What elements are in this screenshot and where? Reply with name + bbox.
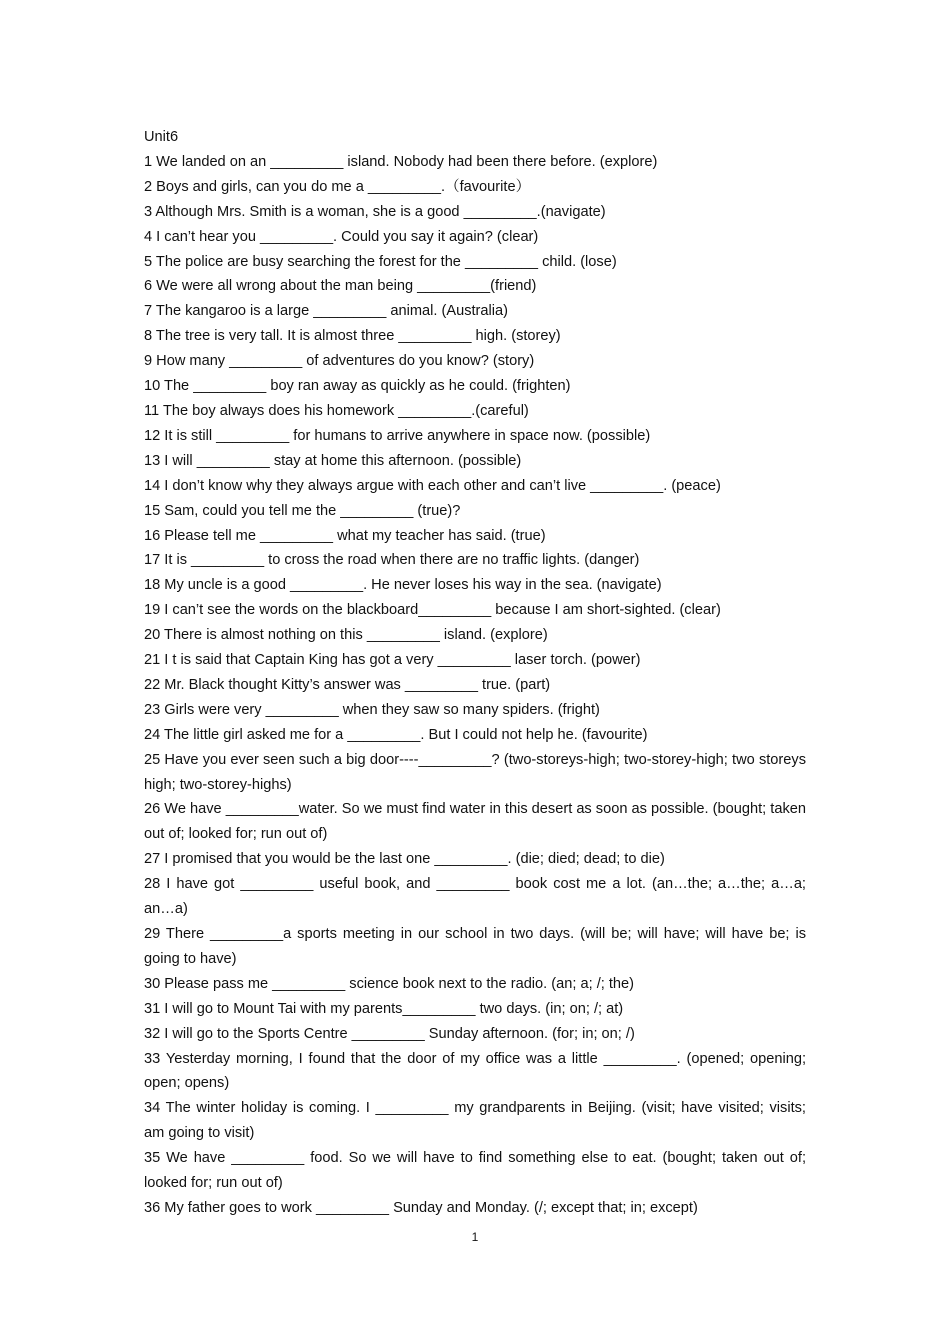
question-21: 21 I t is said that Captain King has got a very _________ laser torch. (power) [144,652,641,669]
question-15: 15 Sam, could you tell me the _________ (true)? [144,502,461,519]
question-35: 35 We have _________ food. So we will have to find something else to eat. (bought; taken out of; looked for; run out of) [144,1150,806,1192]
question-26: 26 We have _________water. So we must find water in this desert as soon as possible. (bought; taken out of; looked for; run out of) [144,801,806,843]
question-20: 20 There is almost nothing on this _________ island. (explore) [144,627,548,644]
question-16: 16 Please tell me _________ what my teacher has said. (true) [144,527,546,544]
question-25: 25 Have you ever seen such a big door----_________? (two-storeys-high; two-storey-high; two storeys high; two-storey-highs) [144,751,806,793]
question-5: 5 The police are busy searching the forest for the _________ child. (lose) [144,253,617,270]
question-14: 14 I don’t know why they always argue with each other and can’t live _________. (peace) [144,477,721,494]
question-36: 36 My father goes to work _________ Sunday and Monday. (/; except that; in; except) [144,1199,698,1216]
question-17: 17 It is _________ to cross the road when there are no traffic lights. (danger) [144,552,640,569]
question-30: 30 Please pass me _________ science book next to the radio. (an; a; /; the) [144,975,635,992]
question-3: 3 Although Mrs. Smith is a woman, she is a good _________.(navigate) [144,203,606,220]
page-number: 1 [471,1230,479,1244]
question-19: 19 I can’t see the words on the blackboard_________ because I am short-sighted. (clear) [144,602,721,619]
question-34: 34 The winter holiday is coming. I _________ my grandparents in Beijing. (visit; have visited; visits; am going to visit) [144,1100,806,1142]
question-10: 10 The _________ boy ran away as quickly as he could. (frighten) [144,378,571,395]
question-27: 27 I promised that you would be the last one _________. (die; died; dead; to die) [144,851,665,868]
question-18: 18 My uncle is a good _________. He never loses his way in the sea. (navigate) [144,577,662,594]
question-4: 4 I can’t hear you _________. Could you say it again? (clear) [144,228,539,245]
question-11: 11 The boy always does his homework _________.(careful) [144,402,529,419]
question-33: 33 Yesterday morning, I found that the door of my office was a little _________. (opened; opening; open; opens) [144,1050,806,1092]
question-24: 24 The little girl asked me for a _________. But I could not help he. (favourite) [144,726,648,743]
question-6: 6 We were all wrong about the man being _________(friend) [144,278,537,295]
question-23: 23 Girls were very _________ when they saw so many spiders. (fright) [144,701,600,718]
unit-title: Unit6 [144,129,179,145]
question-2: 2 Boys and girls, can you do me a _________.（favourite） [144,178,531,195]
question-31: 31 I will go to Mount Tai with my parents_________ two days. (in; on; /; at) [144,1000,624,1017]
question-28: 28 I have got _________ useful book, and _________ book cost me a lot. (an…the; a…the; a…a; an…a) [144,876,806,918]
question-9: 9 How many _________ of adventures do you know? (story) [144,353,535,370]
question-12: 12 It is still _________ for humans to arrive anywhere in space now. (possible) [144,427,651,444]
question-7: 7 The kangaroo is a large _________ animal. (Australia) [144,303,508,320]
question-13: 13 I will _________ stay at home this afternoon. (possible) [144,452,522,469]
worksheet-body [144,125,806,1221]
question-1: 1 We landed on an _________ island. Nobody had been there before. (explore) [144,153,658,170]
question-22: 22 Mr. Black thought Kitty’s answer was _________ true. (part) [144,676,551,693]
question-29: 29 There _________a sports meeting in our school in two days. (will be; will have; will have be; is going to have) [144,926,806,967]
question-32: 32 I will go to the Sports Centre _________ Sunday afternoon. (for; in; on; /) [144,1025,635,1042]
question-8: 8 The tree is very tall. It is almost three _________ high. (storey) [144,328,561,345]
